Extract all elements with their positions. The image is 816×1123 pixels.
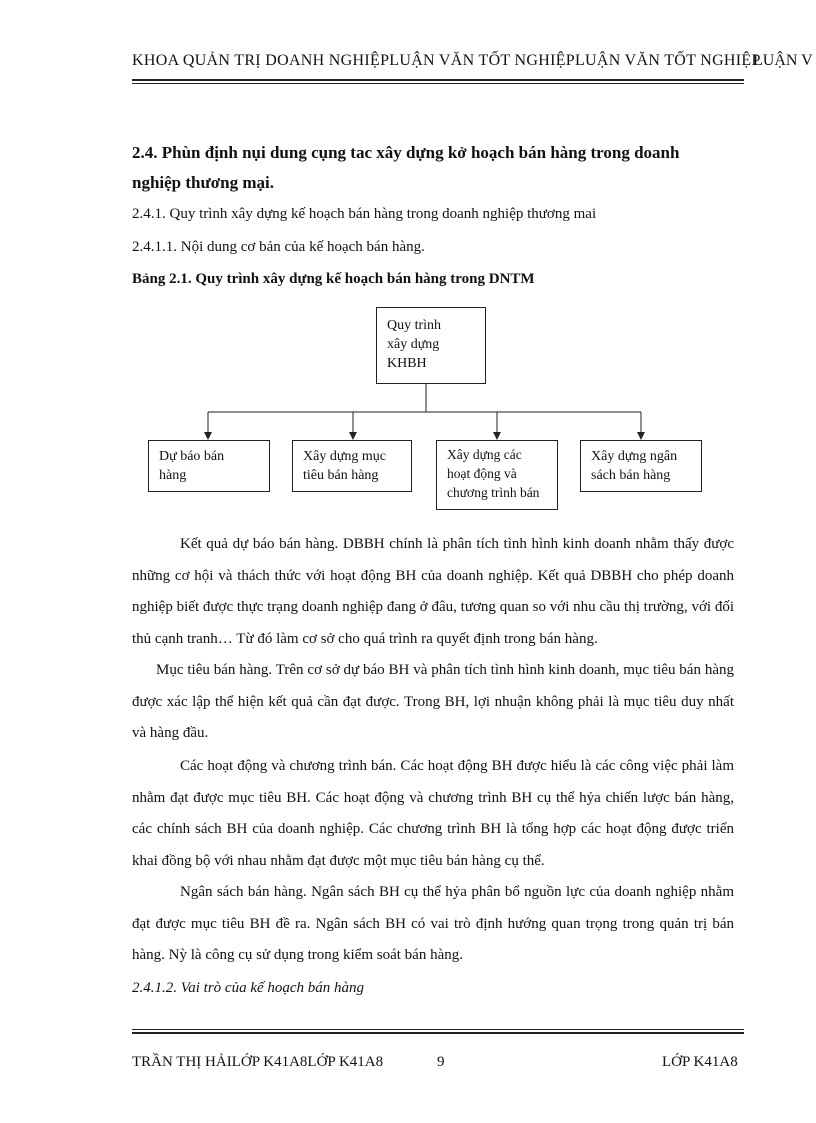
root-line: KHBH [387,356,427,371]
table-caption: Bảng 2.1. Quy trình xây dựng kế hoạch bán hàng trong DNTM [132,271,535,287]
child-line: Xây dựng mục [303,449,387,464]
child-line: hàng [159,468,187,483]
running-header: KHOA QUẢN TRỊ DOANH NGHIỆPLUẬN VĂN TỐT NGHIỆPLUẬN VĂN TỐT NGHIỆP [132,52,761,69]
child-line: Xây dựng các [447,447,522,462]
child-line: sách bán hàng [591,468,671,483]
page-number: 9 [437,1054,445,1070]
paragraph: Ngân sách bán hàng. Ngân sách BH cụ thể hỷa phân bổ nguồn lực của doanh nghiệp nhằm đạt được mục tiêu BH đề ra. Ngân sách BH có vai trò định hướng quan trọng trong quản trị bán hàng. Nỳ là công cụ sử dụng trong kiểm soát bán hàng. [132,884,734,963]
child-line: tiêu bán hàng [303,468,379,483]
paragraph: Kết quả dự báo bán hàng. DBBH chính là phân tích tình hình kinh doanh nhằm thấy được những cơ hội và thách thức với hoạt động BH của doanh nghiệp. Kết quả DBBH cho phép doanh nghiệp biết được thực trạng doanh nghiệp đang ở đâu, tương quan so với nhu cầu thị trường, với đối thủ cạnh tranh… Từ đó làm cơ sở cho quá trình ra quyết định trong bán hàng. [132,536,734,647]
arrow-head-icon [637,432,645,440]
diagram-root-box [376,307,486,384]
arrow-head-icon [493,432,501,440]
footer-rule [132,1032,744,1034]
root-line: Quy trình [387,318,442,333]
diagram-child-box [580,440,702,492]
subsection-title: 2.4.1. Quy trình xây dựng kế hoạch bán hàng trong doanh nghiệp thương mai [132,206,597,222]
child-line: Xây dựng ngân [591,449,678,464]
footer-right: LỚP K41A8 [662,1054,738,1070]
child-line: hoạt động và [447,466,517,481]
footer-rule-thin [132,1029,744,1030]
paragraph: Mục tiêu bán hàng. Trên cơ sở dự báo BH và phân tích tình hình kinh doanh, mục tiêu bán hàng được xác lập thể hiện kết quả cần đạt được. Trong BH, lợi nhuận không phải là mục tiêu duy nhất và hàng đầu. [132,662,734,741]
subsubsection-title: 2.4.1.1. Nội dung cơ bản của kế hoạch bán hàng. [132,239,425,255]
child-line: Dự báo bán [159,449,225,464]
root-line: xây dựng [387,337,440,352]
section-heading: 2.4. Phùn định nụi dung cụng tac xây dựng kở hoạch bán hàng trong doanh nghiệp thương mại. [132,143,680,192]
footer-left: TRẦN THỊ HẢILỚP K41A8LỚP K41A8 [132,1054,384,1070]
next-subsection-title: 2.4.1.2. Vai trò của kế hoạch bán hàng [132,980,365,996]
paragraph: Các hoạt động và chương trình bán. Các hoạt động BH được hiểu là các công việc phải làm nhằm đạt được mục tiêu BH. Các hoạt động và chương trình BH cụ thể hỷa chiến lược bán hàng, các chính sách BH của doanh nghiệp. Các chương trình BH là tổng hợp các hoạt động được triển khai đồng bộ với nhau nhằm đạt được một mục tiêu bán hàng cụ thể. [132,758,734,869]
running-header-right: LUẬN V [753,52,813,69]
diagram-child-box [292,440,412,492]
diagram-child-box [436,440,558,510]
child-line: chương trình bán [447,485,540,500]
diagram-child-box [148,440,270,492]
arrow-head-icon [204,432,212,440]
arrow-head-icon [349,432,357,440]
